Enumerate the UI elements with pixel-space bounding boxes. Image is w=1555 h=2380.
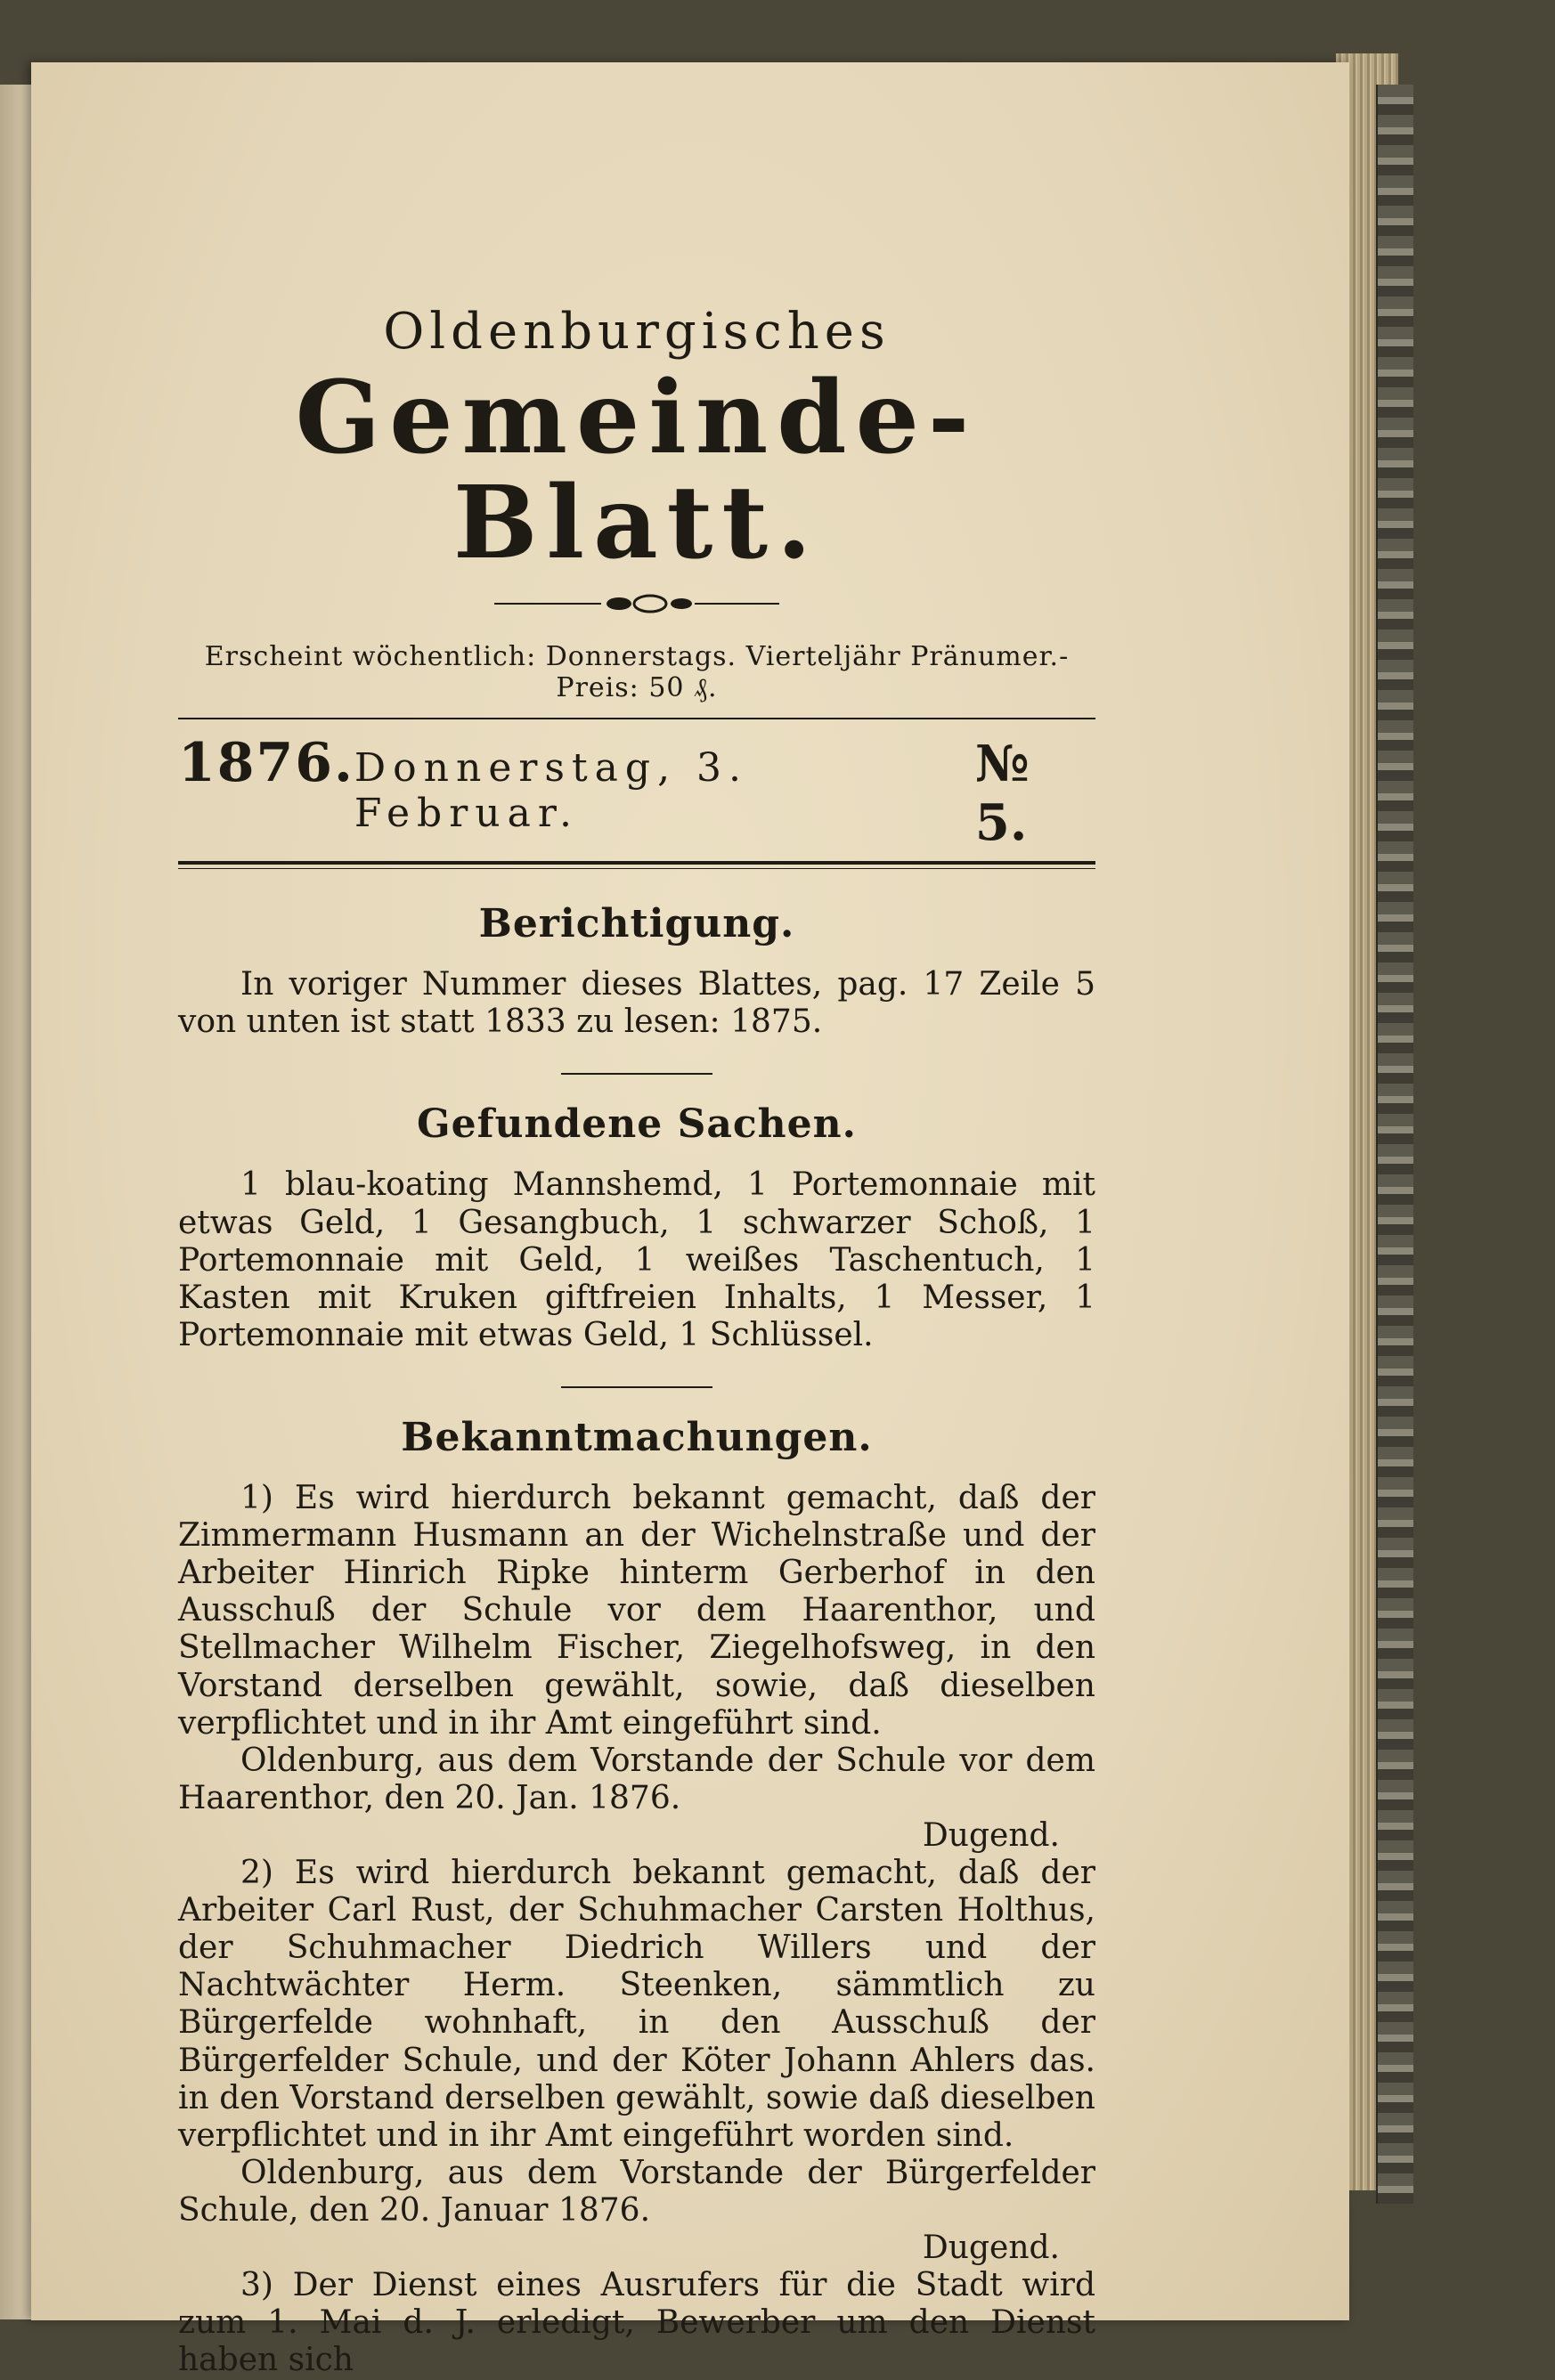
issue-date: Donnerstag, 3. Februar. [354, 745, 749, 837]
announcement-1-place: Oldenburg, aus dem Vorstande der Schule vor dem Haarenthor, den 20. Jan. 1876. [178, 1742, 1095, 1816]
section-divider [561, 1386, 712, 1388]
section-heading-gefundene-sachen: Gefundene Sachen. [417, 1101, 857, 1148]
section-heading-berichtigung: Berichtigung. [478, 901, 795, 947]
announcement-2-signature-row [178, 2230, 1095, 2267]
announcement-1-signer: Dugend. [922, 1816, 1060, 1854]
announcement-1-text: 1) Es wird hierdurch bekannt gemacht, daß der Zimmermann Husmann an der Wichelnstraße und der Arbeiter Hinrich Ripke hinterm Gerberhof in den Ausschuß der Schule vor dem Haarenthor, und Stellmacher Wilhelm Fischer, Ziegelhofsweg, in den Vorstand derselben gewählt, sowie, daß dieselben verpflichtet und in ihr Amt eingeführt sind. [178, 1479, 1095, 1742]
issue-number: № 5. [974, 735, 1030, 853]
section-heading-bekanntmachungen: Bekanntmachungen. [401, 1414, 873, 1460]
section-divider [561, 1073, 712, 1075]
berichtigung-text: In voriger Nummer dieses Blattes, pag. 17 Zeile 5 von unten ist statt 1833 zu lesen: 1875. [178, 966, 1095, 1041]
gefundene-sachen-text: 1 blau-koating Mannshemd, 1 Portemonnaie mit etwas Geld, 1 Gesangbuch, 1 schwarzer Schoß, 1 Portemonnaie mit Geld, 1 weißes Taschentuch, 1 Kasten mit Kruken giftfreien Inhalts, 1 Messer, 1 Portemonnaie mit etwas Geld, 1 Schlüssel. [178, 1166, 1095, 1353]
announcement-2-place: Oldenburg, aus dem Vorstande der Bürgerfelder Schule, den 20. Januar 1876. [178, 2154, 1095, 2230]
book-spine [1376, 85, 1413, 2204]
dateline [178, 727, 1095, 861]
masthead-top-title: Oldenburgisches [383, 303, 891, 361]
newspaper-page [31, 62, 1349, 2379]
ornament-divider [494, 591, 779, 616]
subscription-line: Erscheint wöchentlich: Donnerstags. Vierteljähr Pränumer.-Preis: 50 ₰. [204, 641, 1070, 704]
announcement-2-signer: Dugend. [922, 2230, 1060, 2267]
previous-page-edge [0, 85, 36, 2319]
masthead-main-title: Gemeinde-Blatt. [295, 360, 979, 581]
header-rule [178, 718, 1095, 719]
announcement-2-text: 2) Es wird hierdurch bekannt gemacht, daß der Arbeiter Carl Rust, der Schuhmacher Carsten Holthus, der Schuhmacher Diedrich Willers und der Nachtwächter Herm. Steenken, sämmtlich zu Bürgerfelde wohnhaft, in den Ausschuß der Bürgerfelder Schule, und der Köter Johann Ahlers das. in den Vorstand derselben gewählt, sowie daß dieselben verpflichtet und in ihr Amt eingeführt worden sind. [178, 1855, 1095, 2154]
announcement-1-signature-row [178, 1817, 1095, 1855]
issue-year: 1876. [178, 732, 354, 795]
announcement-3-text: 3) Der Dienst eines Ausrufers für die Stadt wird zum 1. Mai d. J. erledigt, Bewerber um den Dienst haben sich [178, 2267, 1095, 2379]
page-content [178, 303, 1095, 2380]
dateline-double-rule [178, 861, 1095, 869]
